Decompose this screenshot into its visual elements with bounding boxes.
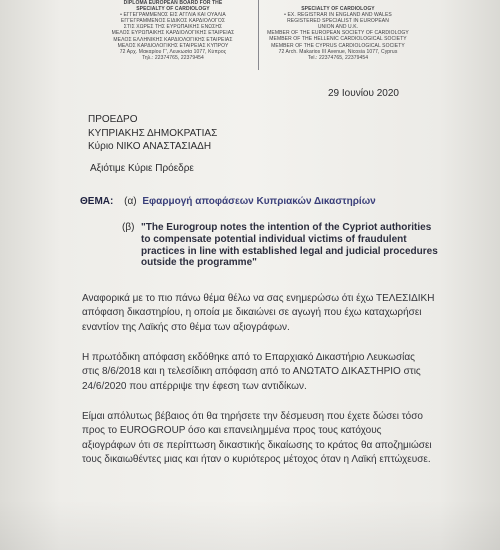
subject-label: ΘΕΜΑ: [80,196,114,207]
letterhead-line: Τηλ.: 22374765, 22379454 [142,54,204,61]
paragraph-line: εναντίον της Λαϊκής στο θέμα των αξιογράφων. [82,321,290,333]
letterhead-english [256,6,420,61]
letterhead-line: ΜΕΛΟΣ ΕΛΛΗΝΙΚΗΣ ΚΑΡΔΙΟΛΟΓΙΚΗΣ ΕΤΑΙΡΕΙΑΣ [113,36,233,43]
paragraph-line: στις 8/6/2018 και η τελεσίδικη απόφαση από το ΑΝΩΤΑΤΟ ΔΙΚΑΣΤΗΡΙΟ στις [82,366,421,378]
paragraph-line: αξιογράφων ότι σε περίπτωση δικαστικής δικαίωσης το κράτος θα αποζημιώσει [82,439,432,451]
letterhead-greek [92,0,254,61]
letterhead-line: REGISTERED SPECIALIST IN EUROPEAN [287,18,389,25]
paragraph-line: τους δικαιωθέντες μιας και ήταν ο κυριότερος μέτοχος όταν η Λαϊκή επτώχευσε. [82,453,431,465]
letterhead-line: ΕΓΓΕΓΡΑΜΜΕΝΟΣ ΕΙΔΙΚΟΣ ΚΑΡΔΙΟΛΟΓΟΣ [120,18,226,25]
quote-line: outside the programme" [141,257,257,269]
quote-line: "The Eurogroup notes the intention of the Cypriot authorities [141,222,432,233]
paragraph-line: απόφαση δικαστηρίου, η οποία με δικαιώνει σε αγωγή που έχω καταχωρήσει [82,307,422,319]
subject-line [80,196,376,207]
addressee-state: ΚΥΠΡΙΑΚΗΣ ΔΗΜΟΚΡΑΤΙΑΣ [88,127,218,139]
paragraph-line: Η πρωτόδικη απόφαση εκδόθηκε από το Επαρχιακό Δικαστήριο Λευκωσίας [82,352,415,363]
paragraph-line: 24/6/2020 που απέρριψε την έφεση των αντιδίκων. [82,380,307,392]
letterhead-line: ΜΕΛΟΣ ΚΑΡΔΙΟΛΟΓΙΚΗΣ ΕΤΑΙΡΕΙΑΣ ΚΥΠΡΟΥ [117,42,229,49]
subject-a-title: Εφαρμογή αποφάσεων Κυπριακών Δικαστηρίων [142,196,376,207]
paragraph-line: προς το EUROGROUP όσο και επανειλημμένα προς τους κατόχους [82,425,382,437]
letterhead-line: • EX. REGISTRAR IN ENGLAND AND WALES [284,12,392,19]
quote-line: to compensate potential individual victims of fraudulent [141,233,407,245]
addressee-title: ΠΡΟΕΔΡΟ [88,114,138,125]
letterhead-line: Tel.: 22374765, 22379454 [307,54,369,61]
page-shadow [0,500,500,550]
letterhead-line: MEMBER OF THE EUROPEAN SOCIETY OF CARDIOLOGY [267,30,409,37]
paragraph-court-dates [82,351,421,394]
letterhead-line: UNION AND U.K. [317,24,359,31]
letterhead-line: • ΕΓΓΕΓΡΑΜΜΕΝΟΣ ΕΙΣ ΑΓΓΛΙΑ ΚΑΙ ΟΥΑΛΙΑ [120,12,226,19]
quote-line: practices in line with established legal and judicial procedures [141,245,438,257]
subject-a-marker: (α) [124,196,137,207]
letterhead-line: MEMBER OF THE CYPRUS CARDIOLOGICAL SOCIETY [271,42,405,49]
subject-b-quote [141,222,471,269]
letterhead-line: SPECIALTY OF CARDIOLOGY [136,6,210,13]
letterhead-line: 72 Αρχ. Μακαρίου Γ', Λευκωσία 1077, Κύπρος [119,48,227,55]
letterhead-line: ΣΤΙΣ ΧΩΡΕΣ ΤΗΣ ΕΥΡΩΠΑΪΚΗΣ ΕΝΩΣΗΣ [123,24,223,31]
addressee-block [88,113,217,154]
letterhead-line: SPECIALTY OF CARDIOLOGY [301,6,375,12]
subject-b-marker: (β) [122,222,135,233]
letter-date: 29 Ιουνίου 2020 [328,88,399,99]
paragraph-commitment [82,410,432,467]
letterhead-line: MEMBER OF THE HELLENIC CARDIOLOGICAL SOCIETY [269,36,407,43]
paragraph-line: Αναφορικά με το πιο πάνω θέμα θέλω να σας ενημερώσω ότι έχω ΤΕΛΕΣΙΔΙΚΗ [82,293,435,304]
paragraph-line: Είμαι απόλυτως βέβαιος ότι θα τηρήσετε την δέσμευση που έχετε δώσει τόσο [82,411,423,422]
paragraph-final-judgment [82,292,434,335]
letterhead-line: DIPLOMA EUROPEAN BOARD FOR THE [123,0,223,6]
salutation: Αξιότιμε Κύριε Πρόεδρε [90,163,194,174]
addressee-name: Κύριο ΝΙΚΟ ΑΝΑΣΤΑΣΙΑΔΗ [88,141,212,152]
letterhead-line: 72 Arch. Makarios III Avenue, Nicosia 1077, Cyprus [278,48,398,55]
letterhead-line: ΜΕΛΟΣ ΕΥΡΩΠΑΪΚΗΣ ΚΑΡΔΙΟΛΟΓΙΚΗΣ ΕΤΑΙΡΕΙΑΣ [111,30,235,37]
